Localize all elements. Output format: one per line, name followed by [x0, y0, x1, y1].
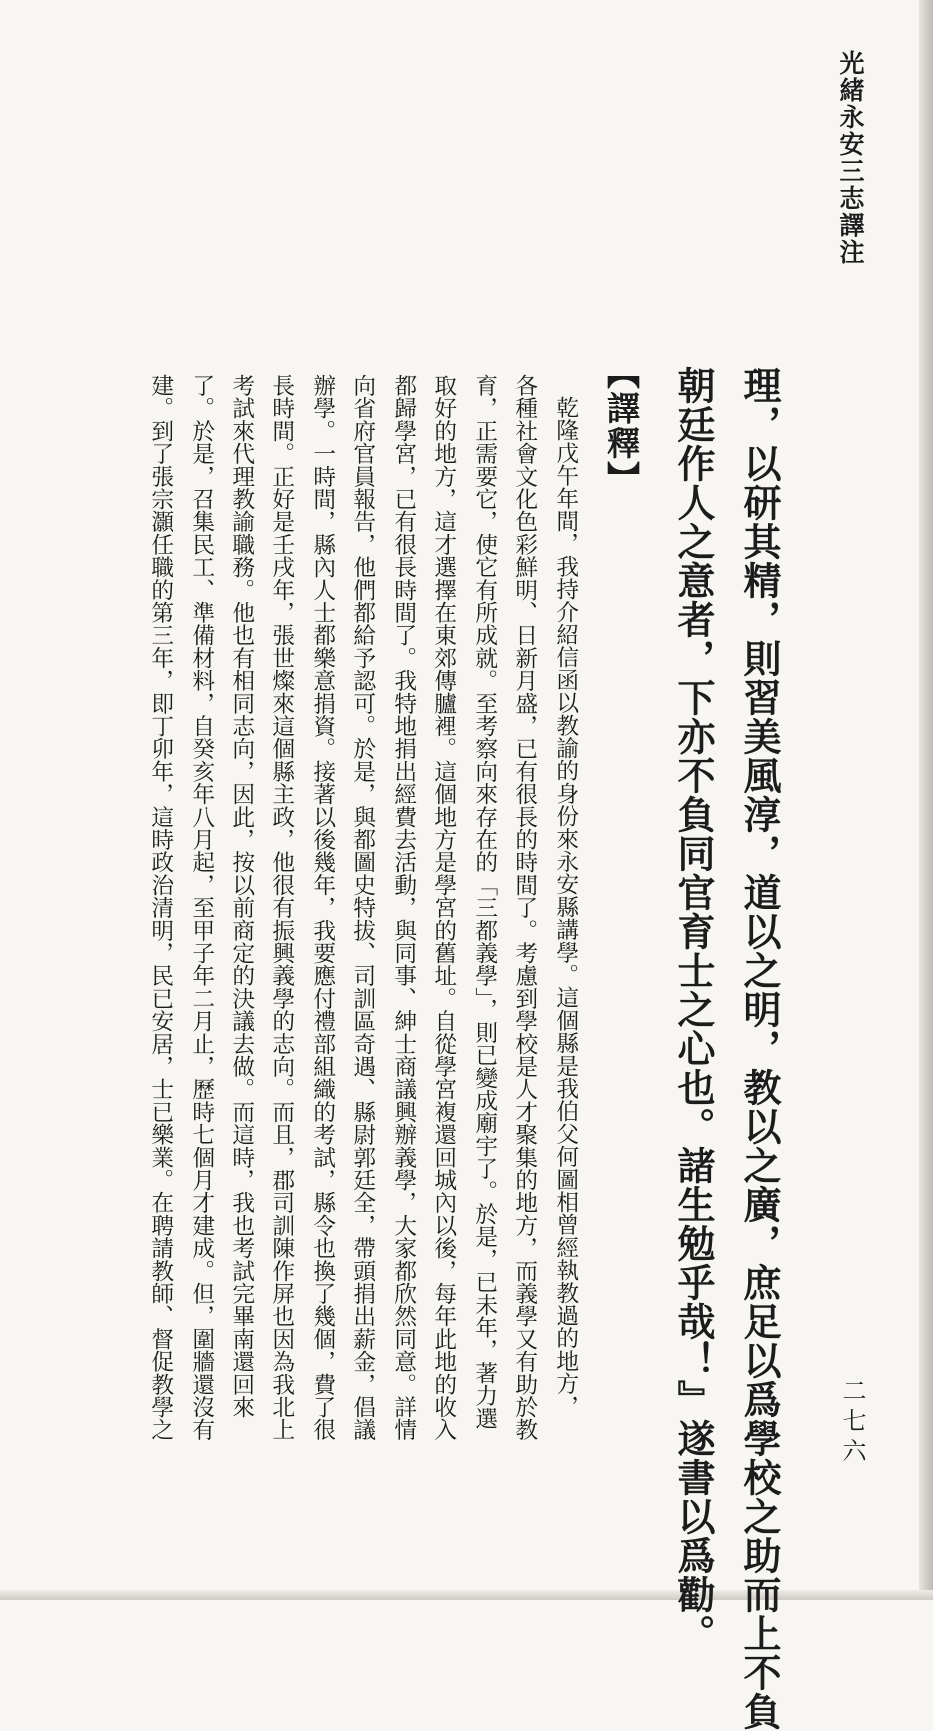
- translation-column: 考試來代理教諭職務。他也有相同志向，因此，按以前商定的決議去做。而這時，我也考試完畢南還回來: [228, 374, 255, 1419]
- page-number: 二七六: [838, 1378, 866, 1468]
- translation-column: 各種社會文化色彩鮮明、日新月盛，已有很長的時間了。考慮到學校是人才聚集的地方，而義學又有助於教: [511, 374, 538, 1441]
- translation-column: 向省府官員報告，他們都給予認可。於是，與都圖史特拔、司訓區奇遇、縣尉郭廷全，帶頭捐出薪金，倡議: [349, 374, 376, 1441]
- translation-column: 都歸學宮，已有很長時間了。我特地捐出經費去活動，與同事、紳士商議興辦義學，大家都欣然同意。詳情: [390, 374, 417, 1441]
- translation-column: 辦學。一時間，縣內人士都樂意捐資。接著以後幾年，我要應付禮部組織的考試，縣令也換了幾個，費了很: [309, 374, 336, 1441]
- section-heading: 【譯釋】: [602, 356, 641, 496]
- page-edge: [919, 0, 933, 1600]
- translation-column: 乾隆戊午年間，我持介紹信函以教諭的身份來永安縣講學。這個縣是我伯父何圖相曾經執教過的地方，: [552, 396, 579, 1418]
- running-title: 光緒永安三志譯注: [836, 50, 865, 266]
- translation-column: 了。於是，召集民工、準備材料，自癸亥年八月起，至甲子年二月止，歷時七個月才建成。但，圍牆還沒有: [188, 374, 215, 1441]
- translation-column: 取好的地方，這才選擇在東郊傳臚裡。這個地方是學宮的舊址。自從學宮複還回城內以後，每年此地的收入: [430, 374, 457, 1441]
- translation-column: 建。到了張宗灝任職的第三年，即丁卯年，這時政治清明，民已安居，士已樂業。在聘請教師、督促教學之: [147, 374, 174, 1441]
- translation-column: 長時間。正好是壬戌年，張世燦來這個縣主政，他很有振興義學的志向。而且，郡司訓陳作屏也因為我北上: [268, 374, 295, 1441]
- page-bottom-edge: [0, 1590, 933, 1600]
- translation-column: 育，正需要它，使它有所成就。至考察向來存在的「三都義學」，則已變成廟宇了。於是，已未年，著力選: [471, 374, 498, 1430]
- original-text-column: 理，以研其精，則習美風淳，道以之明，教以之廣，庶足以爲學校之助而上不負: [737, 366, 782, 1731]
- original-text-column: 朝廷作人之意者，下亦不負同官育士之心也。諸生勉乎哉！』遂書以爲勸。: [671, 366, 716, 1653]
